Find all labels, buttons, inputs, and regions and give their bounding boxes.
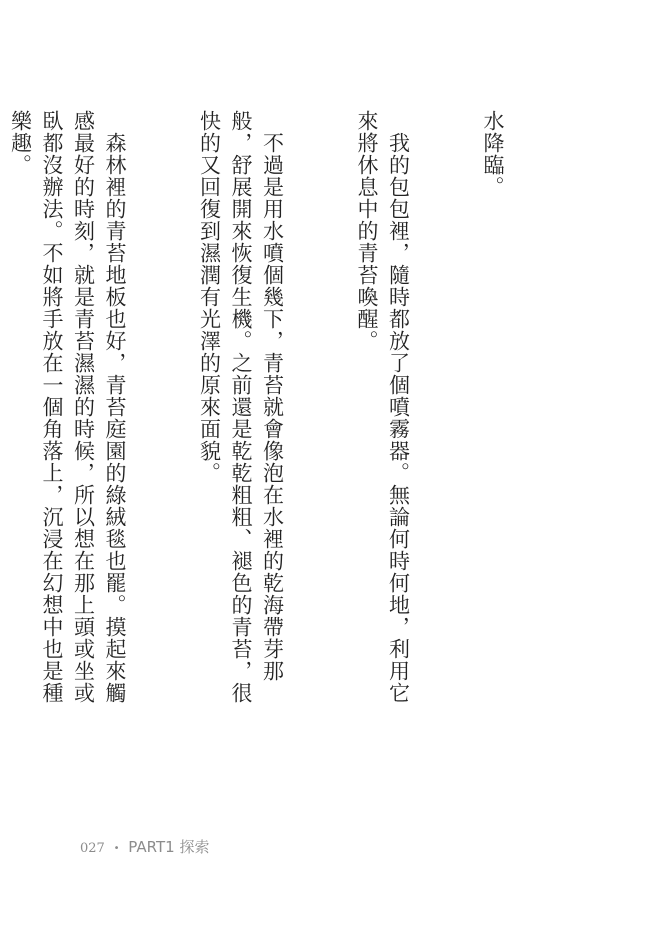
page-footer xyxy=(80,836,209,857)
body-text xyxy=(0,110,571,710)
paragraph: 我的包包裡，隨時都放了個噴霧器。無論何時何地，利用它來將休息中的青苔喚醒。 xyxy=(355,110,411,704)
section-label: 探索 xyxy=(179,838,210,856)
page-number: 027 xyxy=(80,841,105,856)
paragraph: 不過是用水噴個幾下，青苔就會像泡在水裡的乾海帶芽那般，舒展開來恢復生機。之前還是乾乾粗粗、褪色的青苔，很快的又回復到濕潤有光澤的原來面貌。 xyxy=(197,110,285,704)
part-label: PART1 xyxy=(128,838,175,856)
footer-separator: • xyxy=(113,843,120,854)
paragraph: 森林裡的青苔地板也好，青苔庭園的綠絨毯也罷。摸起來觸感最好的時刻，就是青苔濕濕的時候，所以想在那上頭或坐或臥都沒辦法。不如將手放在一個角落上，沉浸在幻想中也是種樂趣。 xyxy=(8,110,127,704)
paragraph: 水降臨。 xyxy=(481,110,505,198)
